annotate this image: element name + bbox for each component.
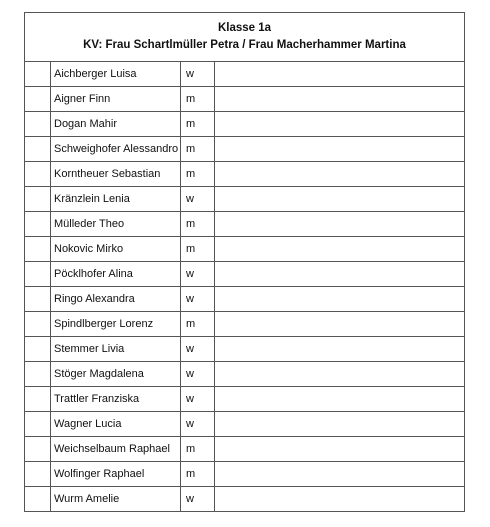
- row-blank-cell: [25, 262, 51, 287]
- student-name: Nokovic Mirko: [51, 237, 181, 262]
- row-blank-cell: [25, 387, 51, 412]
- table-row: [25, 62, 465, 87]
- student-name: Stöger Magdalena: [51, 362, 181, 387]
- row-blank-cell: [25, 187, 51, 212]
- table-row: [25, 262, 465, 287]
- table-row: [25, 437, 465, 462]
- student-name: Schweighofer Alessandro: [51, 137, 181, 162]
- table-row: [25, 287, 465, 312]
- student-sex: w: [181, 412, 215, 437]
- row-notes-cell: [215, 237, 465, 262]
- student-sex: m: [181, 87, 215, 112]
- student-name: Wurm Amelie: [51, 487, 181, 512]
- row-blank-cell: [25, 462, 51, 487]
- row-notes-cell: [215, 187, 465, 212]
- row-blank-cell: [25, 137, 51, 162]
- table-row: [25, 412, 465, 437]
- student-name: Spindlberger Lorenz: [51, 312, 181, 337]
- row-blank-cell: [25, 412, 51, 437]
- table-row: [25, 187, 465, 212]
- student-sex: w: [181, 287, 215, 312]
- row-notes-cell: [215, 112, 465, 137]
- student-sex: m: [181, 137, 215, 162]
- student-name: Wolfinger Raphael: [51, 462, 181, 487]
- student-sex: w: [181, 487, 215, 512]
- row-notes-cell: [215, 262, 465, 287]
- class-header-cell: [25, 13, 465, 62]
- table-row: [25, 237, 465, 262]
- row-notes-cell: [215, 137, 465, 162]
- student-name: Aichberger Luisa: [51, 62, 181, 87]
- table-row: [25, 337, 465, 362]
- row-notes-cell: [215, 337, 465, 362]
- student-name: Korntheuer Sebastian: [51, 162, 181, 187]
- student-sex: m: [181, 312, 215, 337]
- student-sex: w: [181, 387, 215, 412]
- student-sex: m: [181, 162, 215, 187]
- table-row: [25, 162, 465, 187]
- table-row: [25, 312, 465, 337]
- row-blank-cell: [25, 112, 51, 137]
- student-sex: w: [181, 62, 215, 87]
- student-name: Aigner Finn: [51, 87, 181, 112]
- row-notes-cell: [215, 487, 465, 512]
- student-sex: w: [181, 262, 215, 287]
- student-sex: w: [181, 337, 215, 362]
- table-row: [25, 462, 465, 487]
- table-row: [25, 112, 465, 137]
- student-sex: m: [181, 212, 215, 237]
- row-notes-cell: [215, 287, 465, 312]
- row-blank-cell: [25, 362, 51, 387]
- row-blank-cell: [25, 312, 51, 337]
- student-name: Trattler Franziska: [51, 387, 181, 412]
- student-name: Stemmer Livia: [51, 337, 181, 362]
- student-name: Weichselbaum Raphael: [51, 437, 181, 462]
- row-blank-cell: [25, 62, 51, 87]
- row-blank-cell: [25, 487, 51, 512]
- row-notes-cell: [215, 362, 465, 387]
- row-notes-cell: [215, 412, 465, 437]
- class-title: Klasse 1a: [217, 22, 272, 34]
- student-name: Wagner Lucia: [51, 412, 181, 437]
- student-sex: m: [181, 462, 215, 487]
- class-header-row: [25, 13, 465, 62]
- student-name: Mülleder Theo: [51, 212, 181, 237]
- row-blank-cell: [25, 237, 51, 262]
- table-row: [25, 87, 465, 112]
- row-notes-cell: [215, 312, 465, 337]
- student-sex: m: [181, 437, 215, 462]
- table-row: [25, 487, 465, 512]
- row-blank-cell: [25, 162, 51, 187]
- table-row: [25, 362, 465, 387]
- row-blank-cell: [25, 87, 51, 112]
- student-name: Kränzlein Lenia: [51, 187, 181, 212]
- row-notes-cell: [215, 462, 465, 487]
- student-name: Ringo Alexandra: [51, 287, 181, 312]
- row-blank-cell: [25, 287, 51, 312]
- table-row: [25, 137, 465, 162]
- student-sex: m: [181, 112, 215, 137]
- row-notes-cell: [215, 87, 465, 112]
- table-row: [25, 212, 465, 237]
- row-notes-cell: [215, 387, 465, 412]
- class-teachers: KV: Frau Schartlmüller Petra / Frau Macherhammer Martina: [83, 39, 406, 51]
- student-name: Dogan Mahir: [51, 112, 181, 137]
- student-sex: m: [181, 237, 215, 262]
- row-blank-cell: [25, 337, 51, 362]
- student-name: Pöcklhofer Alina: [51, 262, 181, 287]
- row-notes-cell: [215, 212, 465, 237]
- student-sex: w: [181, 187, 215, 212]
- table-row: [25, 387, 465, 412]
- row-blank-cell: [25, 212, 51, 237]
- row-blank-cell: [25, 437, 51, 462]
- row-notes-cell: [215, 62, 465, 87]
- student-sex: w: [181, 362, 215, 387]
- row-notes-cell: [215, 162, 465, 187]
- class-list-table: [24, 12, 465, 512]
- row-notes-cell: [215, 437, 465, 462]
